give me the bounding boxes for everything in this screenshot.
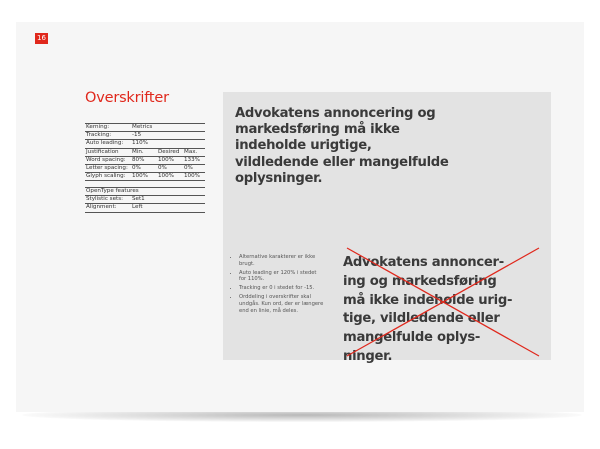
section-heading: Overskrifter xyxy=(85,90,169,106)
spec-row xyxy=(85,204,205,212)
spec-label: Auto leading: xyxy=(86,140,124,147)
incorrect-line: ing og markedsføring xyxy=(343,273,497,289)
spec-row xyxy=(85,123,205,132)
notes-list xyxy=(231,254,324,317)
spec-value: 100% xyxy=(158,173,174,180)
spec-value xyxy=(184,140,204,147)
spec-value xyxy=(158,140,184,147)
spec-label: Stylistic sets: xyxy=(86,196,124,203)
spec-row xyxy=(85,149,205,157)
typography-spec-table xyxy=(85,123,205,181)
spec-value xyxy=(184,124,204,131)
spec-value: 110% xyxy=(132,140,148,147)
spec-row xyxy=(85,196,205,204)
spec-row xyxy=(85,173,205,181)
spec-label: Alignment: xyxy=(86,204,117,211)
incorrect-line: tige, vildledende eller xyxy=(343,311,500,327)
spec-label: Letter spacing: xyxy=(86,164,128,171)
spec-value: Set1 xyxy=(132,196,145,203)
spec-value: 0% xyxy=(158,164,167,171)
spec-value xyxy=(158,124,184,131)
spec-value: Metrics xyxy=(132,124,153,130)
spec-value: 133% xyxy=(184,156,200,163)
spec-value xyxy=(166,188,192,195)
incorrect-line: mangelfulde oplys- xyxy=(343,330,481,346)
spec-value: 100% xyxy=(132,173,148,180)
note-item: • Auto leading er 120% i stedet for 110%. xyxy=(239,270,324,283)
cross-out-icon xyxy=(343,242,543,360)
spec-row xyxy=(85,140,205,148)
incorrect-heading-example xyxy=(343,242,543,364)
incorrect-line: ninger. xyxy=(343,348,393,364)
spec-row xyxy=(85,132,205,140)
note-item: • Alternative karakterer er ikke brugt. xyxy=(239,254,324,267)
incorrect-line: Advokatens annoncer- xyxy=(343,255,504,270)
spec-value: 80% xyxy=(132,156,145,163)
note-item: • Tracking er 0 i stedet for -15. xyxy=(239,285,324,292)
spec-value xyxy=(184,132,204,139)
spec-label: OpenType features xyxy=(86,188,139,194)
spec-label: Kerning: xyxy=(86,124,110,130)
spec-value: 100% xyxy=(184,173,200,180)
spec-label: Glyph scaling: xyxy=(86,173,126,180)
spec-value: Min. xyxy=(132,148,144,155)
spec-value: Max. xyxy=(184,148,198,155)
spec-label: Justification xyxy=(86,148,119,155)
spec-label: Tracking: xyxy=(86,132,112,139)
spec-row xyxy=(85,165,205,173)
spec-row xyxy=(85,187,205,196)
spec-value: -15 xyxy=(132,132,142,139)
spec-value: 0% xyxy=(184,164,193,171)
opentype-spec-table xyxy=(85,187,205,213)
page-number-badge: 16 xyxy=(35,33,48,44)
spec-label: Word spacing: xyxy=(86,156,126,163)
spec-row xyxy=(85,157,205,165)
correct-heading-example: Advokatens annoncering og markedsføring må ikke indeholde urigtige, vildledende eller mangelfulde oplysninger. xyxy=(235,106,449,186)
spec-value xyxy=(158,132,184,139)
note-item: • Orddeling i overskrifter skal undgås. Kun ord, der er længere end en linie, må deles. xyxy=(239,294,324,314)
example-panel xyxy=(223,92,551,364)
spec-value: 100% xyxy=(158,156,174,163)
incorrect-line: må ikke indeholde urig- xyxy=(343,292,513,308)
document-page xyxy=(16,22,584,412)
spec-value: 0% xyxy=(132,164,141,171)
spec-value: Desired xyxy=(158,148,180,155)
spec-value: Left xyxy=(132,204,143,211)
